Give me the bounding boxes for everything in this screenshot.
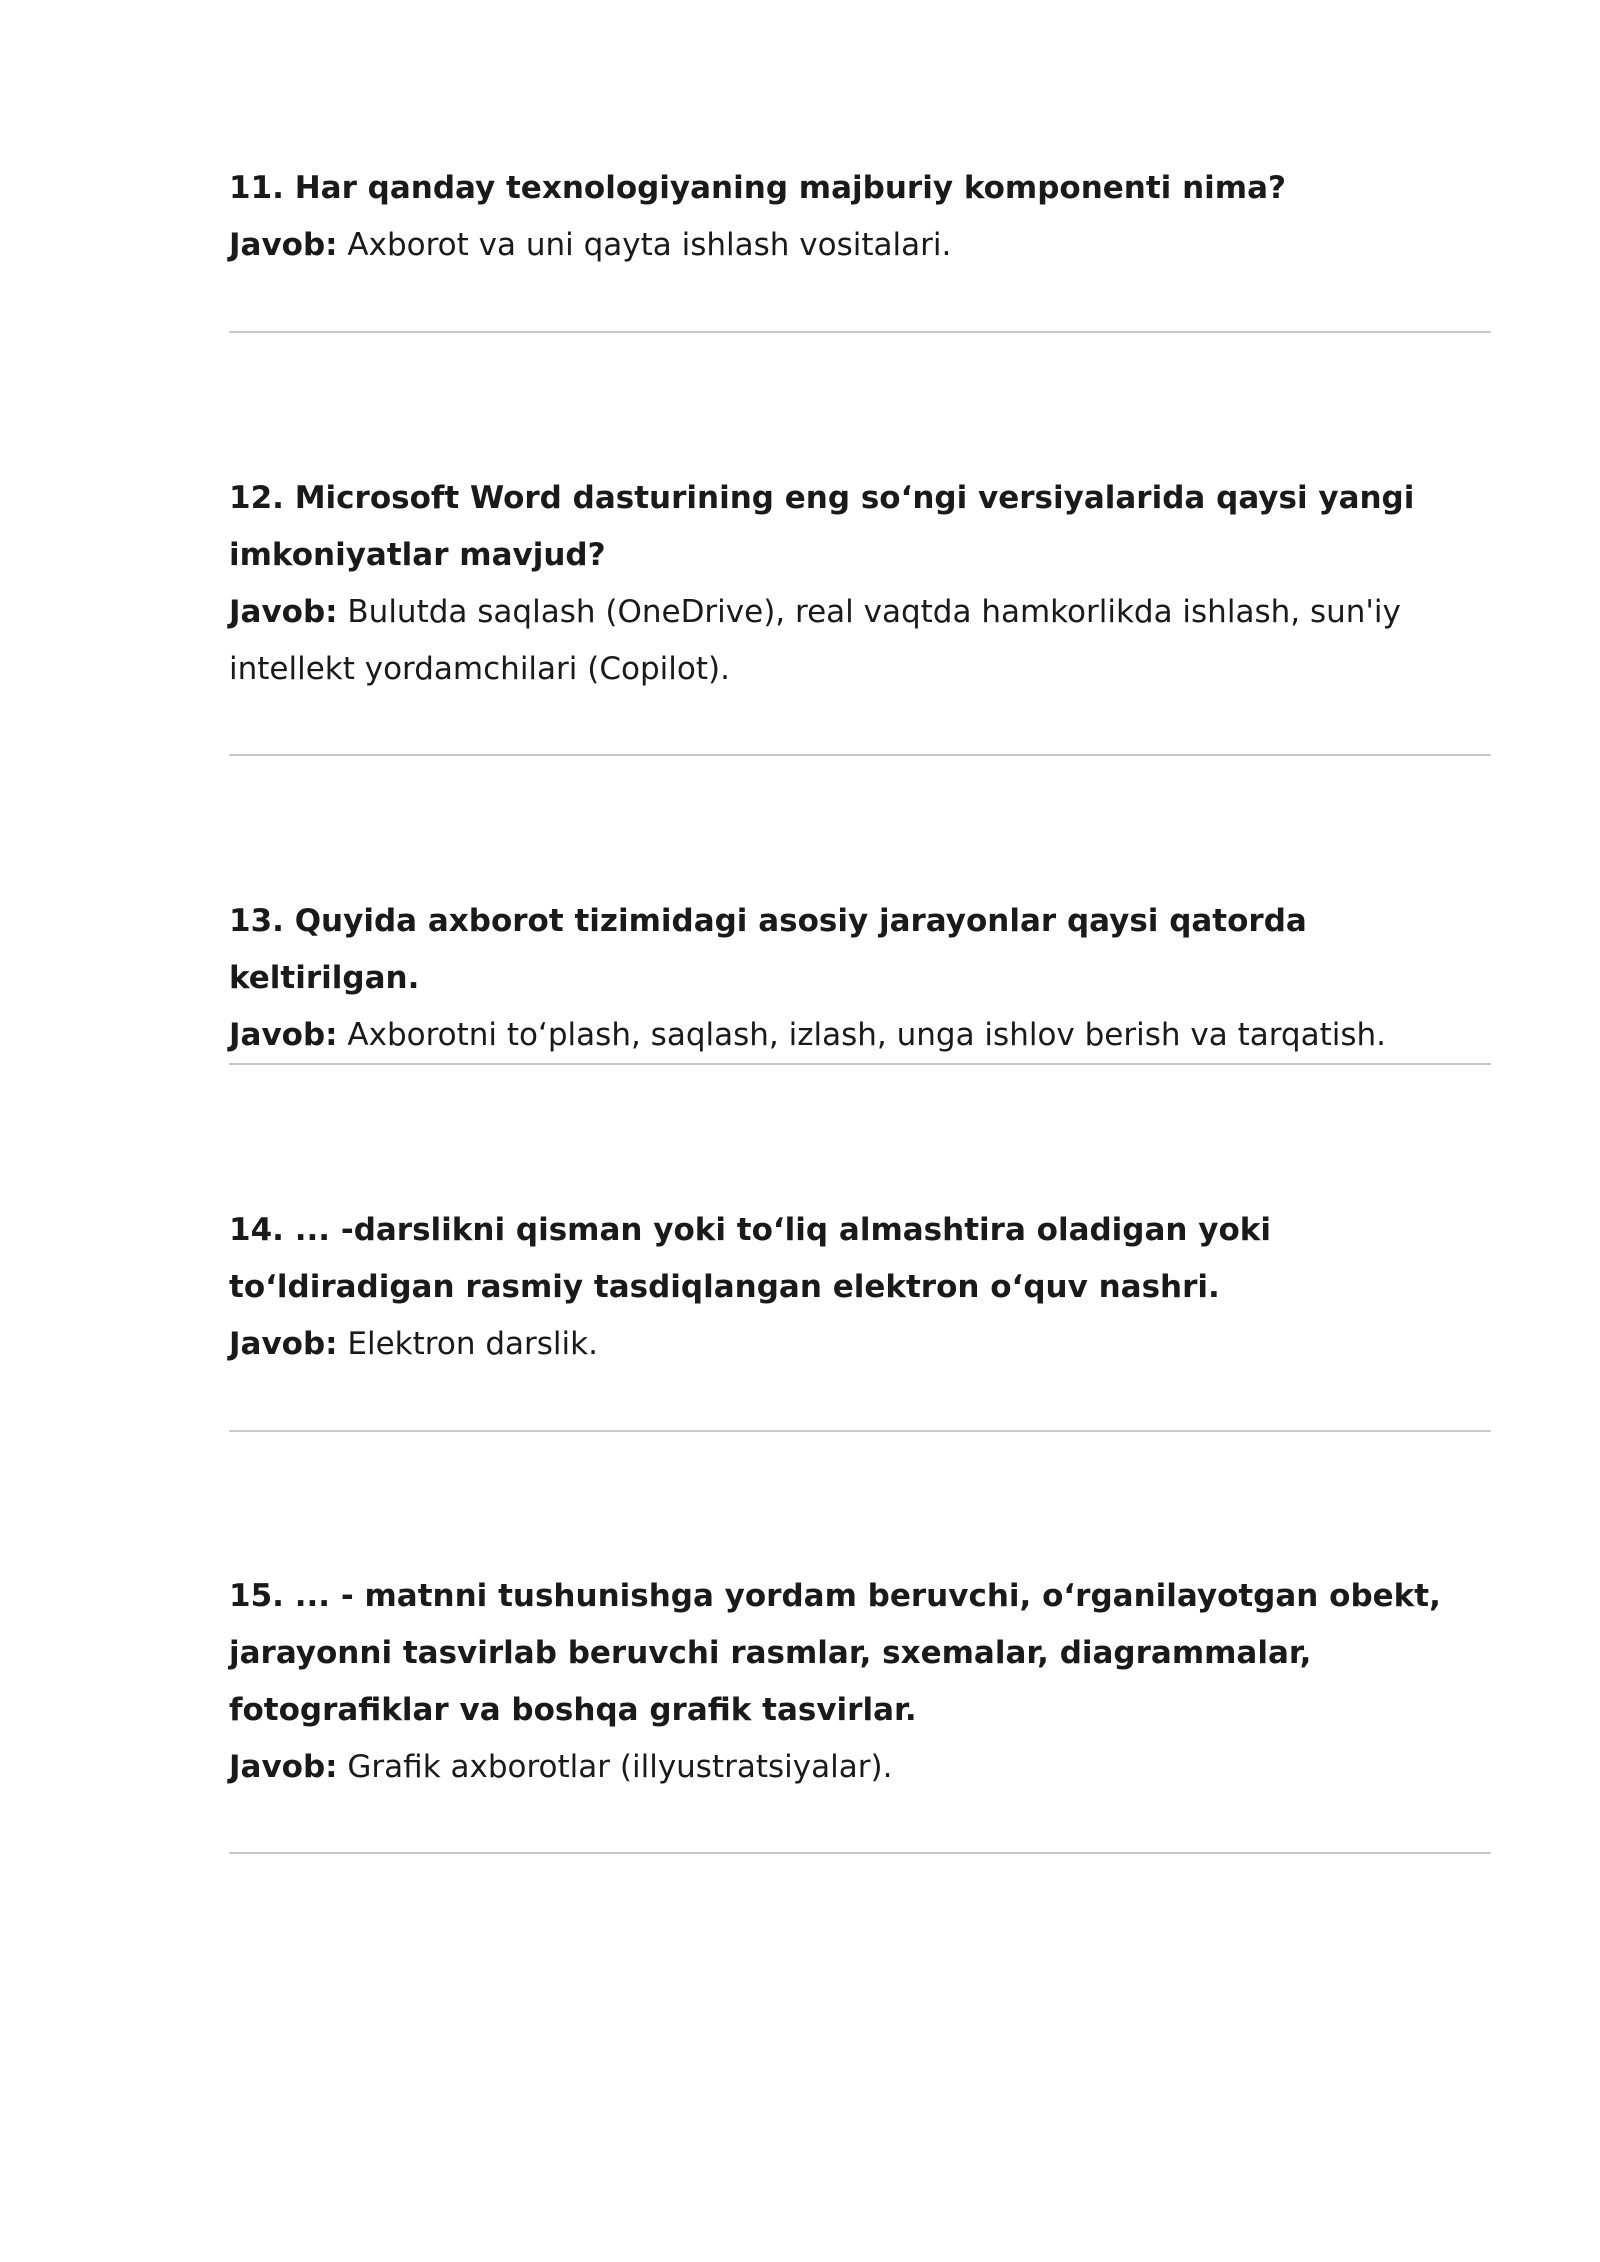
answer-label: Javob:	[229, 1017, 338, 1053]
divider	[229, 1063, 1491, 1065]
qa-item-11	[229, 160, 1491, 274]
qa-item-15	[229, 1568, 1491, 1796]
divider	[229, 331, 1491, 333]
answer-13	[229, 1007, 1491, 1064]
question-13: 13. Quyida axborot tizimidagi asosiy jarayonlar qaysi qatorda keltirilgan.	[229, 903, 1307, 996]
question-11: 11. Har qanday texnologiyaning majburiy komponenti nima?	[229, 170, 1286, 206]
answer-11	[229, 217, 1491, 274]
question-15: 15. ... - matnni tushunishga yordam beruvchi, o‘rganilayotgan obekt, jarayonni tasvirlab beruvchi rasmlar, sxemalar, diagrammalar, fotografiklar va boshqa grafik tasvirlar.	[229, 1578, 1441, 1728]
question-12: 12. Microsoft Word dasturining eng so‘ngi versiyalarida qaysi yangi imkoniyatlar mavjud?	[229, 480, 1415, 573]
answer-text-13: Axborotni to‘plash, saqlash, izlash, unga ishlov berish va tarqatish.	[347, 1017, 1387, 1053]
answer-text-11: Axborot va uni qayta ishlash vositalari.	[347, 227, 952, 263]
divider	[229, 1430, 1491, 1432]
answer-label: Javob:	[229, 1749, 338, 1785]
answer-12	[229, 584, 1491, 698]
answer-label: Javob:	[229, 594, 338, 630]
qa-item-12	[229, 470, 1491, 698]
answer-text-12: Bulutda saqlash (OneDrive), real vaqtda hamkorlikda ishlash, sun'iy intellekt yordamchilari (Copilot).	[229, 594, 1401, 687]
divider	[229, 1852, 1491, 1854]
answer-text-15: Grafik axborotlar (illyustratsiyalar).	[347, 1749, 893, 1785]
question-14: 14. ... -darslikni qisman yoki to‘liq almashtira oladigan yoki to‘ldiradigan rasmiy tasdiqlangan elektron o‘quv nashri.	[229, 1212, 1272, 1305]
qa-item-13	[229, 893, 1491, 1064]
qa-item-14	[229, 1202, 1491, 1373]
answer-label: Javob:	[229, 1326, 338, 1362]
answer-15	[229, 1739, 1491, 1796]
answer-text-14: Elektron darslik.	[347, 1326, 598, 1362]
divider	[229, 754, 1491, 756]
answer-14	[229, 1316, 1491, 1373]
answer-label: Javob:	[229, 227, 338, 263]
